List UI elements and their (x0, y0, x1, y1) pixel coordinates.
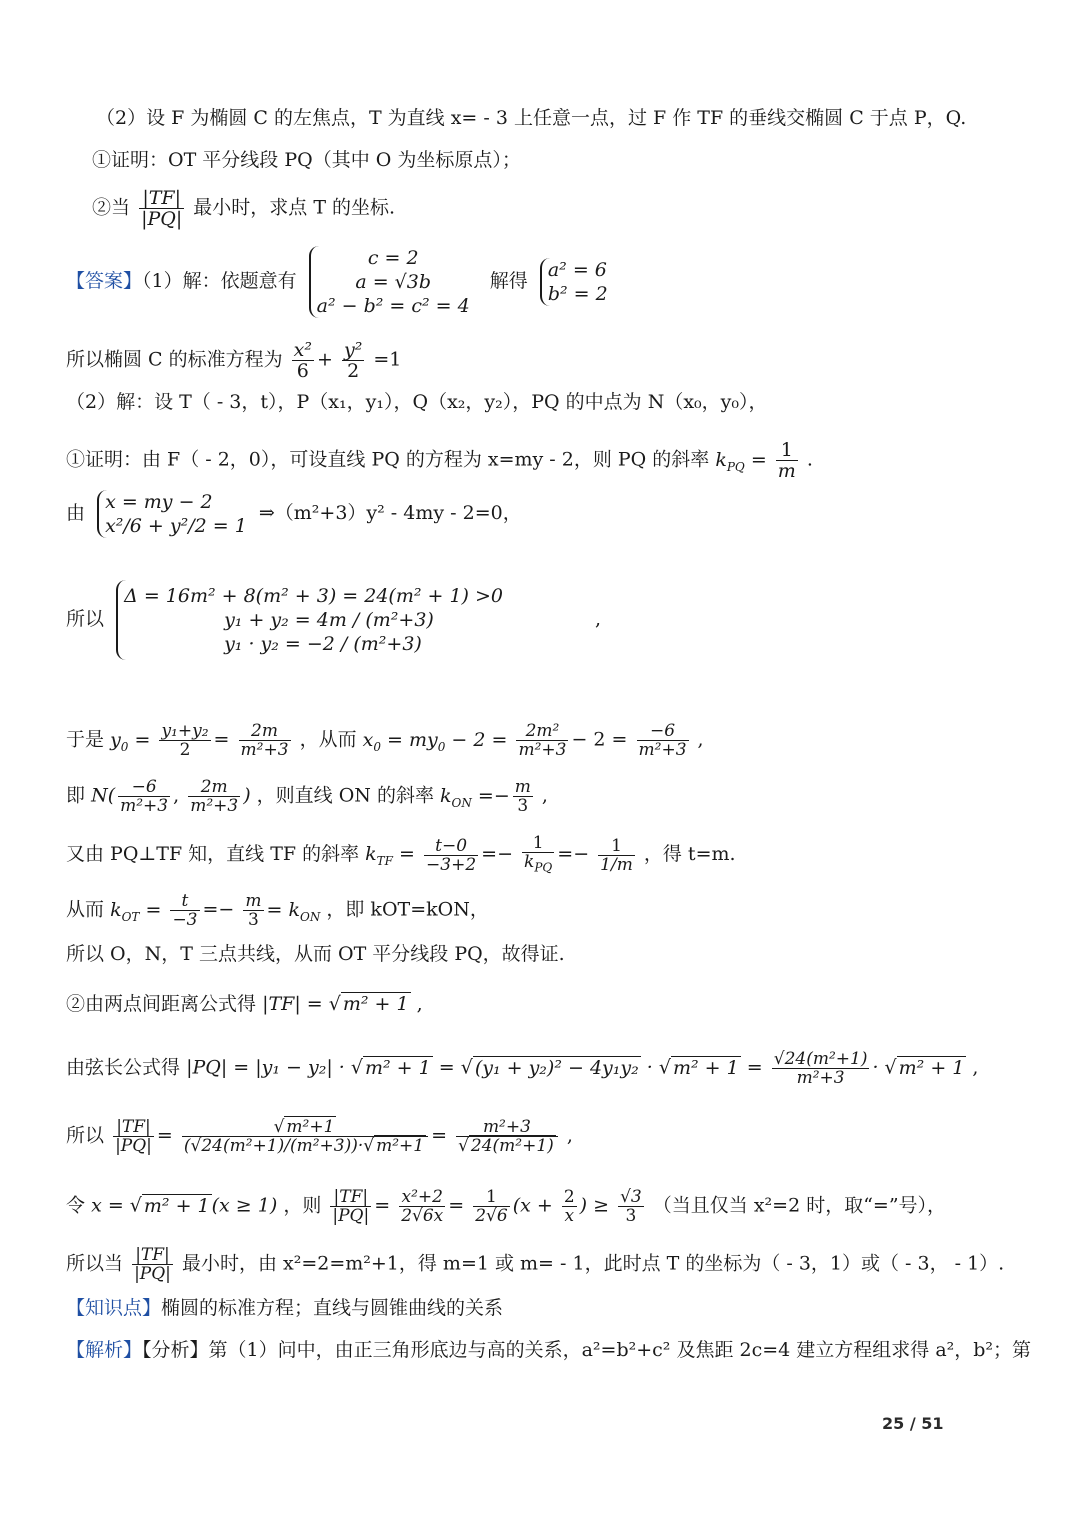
answer-line-13: 由弦长公式得 |PQ| = |y₁ − y₂| · √ m² + 1 = √ (y₁ + y₂)² − 4y₁y₂ · √ m² + 1 = $\frac{\text{√24(m²+1)}}{\text{m²+3}}$ · √ m² + 1 , (66, 1049, 979, 1088)
answer-line-15: 令 x = √ m² + 1 (x ≥ 1) ，则 $\frac{|TF|}{|PQ|}$ = $\frac{\text{x²+2}}{2√6x}$ = $\frac{1}{2√6}$ (x + $\frac{2}{x}$ ) ≥ $\frac{√3}{3}$ （当且仅当 x²=2 时，取“=”号）， (66, 1187, 947, 1226)
answer-line-9: 又由 PQ⊥TF 知，直线 TF 的斜率 $k_{TF}$ = $\frac{t-0}{-3+2}$ =− $\frac{1}{k_{PQ}}$ =− $\frac{1}{1/m}$ ，得 t=m. (66, 833, 736, 875)
frac-y2-2: $\frac{\text{y²}}{2}$ (343, 339, 363, 382)
problem-sub1: ①证明：OT 平分线段 PQ（其中 O 为坐标原点）； (92, 149, 521, 171)
knowledge-tag: 【知识点】 (66, 1297, 162, 1319)
system-abc: c = 2 a = √3b a² − b² = c² = 4 (309, 246, 470, 318)
analysis-line: 【解析】【分析】第（1）问中，由正三角形底边与高的关系，a²=b²+c² 及焦距 2c=4 建立方程组求得 a²，b²；第 (66, 1339, 1032, 1361)
knowledge-line: 【知识点】椭圆的标准方程；直线与圆锥曲线的关系 (66, 1297, 504, 1319)
answer-line-4: ①证明：由 F（ - 2，0），可设直线 PQ 的方程为 x=my - 2，则 PQ 的斜率 $k_{PQ}$ = $\frac{1}{m}$ . (66, 439, 813, 482)
analysis-tag: 【解析】 (66, 1339, 143, 1361)
answer-line-3: （2）解：设 T（ - 3，t），P（x₁，y₁），Q（x₂，y₂），PQ 的中点为 N（x₀，y₀）， (66, 391, 768, 413)
problem-part2: （2）设 F 为椭圆 C 的左焦点，T 为直线 x= - 3 上任意一点，过 F 作 TF 的垂线交椭圆 C 于点 P，Q. (96, 107, 967, 129)
frac-1-m: $\frac{1}{m}$ (777, 439, 796, 482)
answer-tag: 【答案】 (66, 270, 143, 292)
system-solution: a² = 6 b² = 2 (540, 258, 608, 306)
system-line-ellipse: x = my − 2 x²/6 + y²/2 = 1 (97, 490, 247, 538)
answer-line-8: 即 N( $\frac{-6}{\text{m²+3}}$ , $\frac{2m}{\text{m²+3}}$ ) ，则直线 ON 的斜率 $k_{ON}$ =− $\frac{m}{3}$ , (66, 777, 548, 816)
answer-line-12: ②由两点间距离公式得 |TF| = √ m² + 1 , (66, 993, 423, 1015)
answer-line-10: 从而 $k_{OT}$ = $\frac{t}{-3}$ =− $\frac{m}{3}$ = $k_{ON}$ ，即 kOT=kON， (66, 891, 489, 930)
answer-line-6: 所以 Δ = 16m² + 8(m² + 3) = 24(m² + 1) >0 y₁ + y₂ = 4m / (m²+3) y₁ · y₂ = −2 / (m²+3) , (66, 580, 601, 660)
problem-sub2: ②当 $\frac{|TF|}{|PQ|}$ 最小时，求点 T 的坐标. (92, 187, 396, 230)
answer-line-7: 于是 $y_0$ = $\frac{\text{y₁+y₂}}{2}$ = $\frac{2m}{\text{m²+3}}$ ，从而 $x_0 = my_0 - 2$ = $\frac{\text{2m²}}{\text{m²+3}}$ − 2 = $\frac{-6}{\text{m²+3}}$ , (66, 721, 704, 760)
frac-x2-6: $\frac{\text{x²}}{6}$ (293, 339, 313, 382)
answer-line-16: 所以当 $\frac{|TF|}{|PQ|}$ 最小时，由 x²=2=m²+1，得 m=1 或 m= - 1，此时点 T 的坐标为（ - 3，1）或（ - 3， - 1）. (66, 1245, 1005, 1284)
answer-line-14: 所以 $\frac{|TF|}{|PQ|}$ = $\frac{\text{√ m²+1}}{\text{(√24(m²+1)/(m²+3))·√ m²+1}}$ = $\frac{\text{m²+3}}{\text{√ 24(m²+1)}}$ , (66, 1117, 573, 1156)
answer-line-5: 由 x = my − 2 x²/6 + y²/2 = 1 ⇒（m²+3）y² - 4my - 2=0， (66, 491, 522, 537)
page-number: 25 / 51 (882, 1414, 944, 1433)
system-vieta: Δ = 16m² + 8(m² + 3) = 24(m² + 1) >0 y₁ + y₂ = 4m / (m²+3) y₁ · y₂ = −2 / (m²+3) (116, 580, 503, 660)
answer-line-1: 【答案】（1）解：依题意有 c = 2 a = √3b a² − b² = c² = 4 解得 a² = 6 b² = 2 (66, 247, 608, 317)
answer-line-11: 所以 O，N，T 三点共线，从而 OT 平分线段 PQ，故得证. (66, 943, 565, 965)
ratio-tf-pq: $\frac{|TF|}{|PQ|}$ (141, 187, 183, 230)
answer-line-2: 所以椭圆 C 的标准方程为 $\frac{\text{x²}}{6}$ + $\frac{\text{y²}}{2}$ =1 (66, 339, 402, 382)
